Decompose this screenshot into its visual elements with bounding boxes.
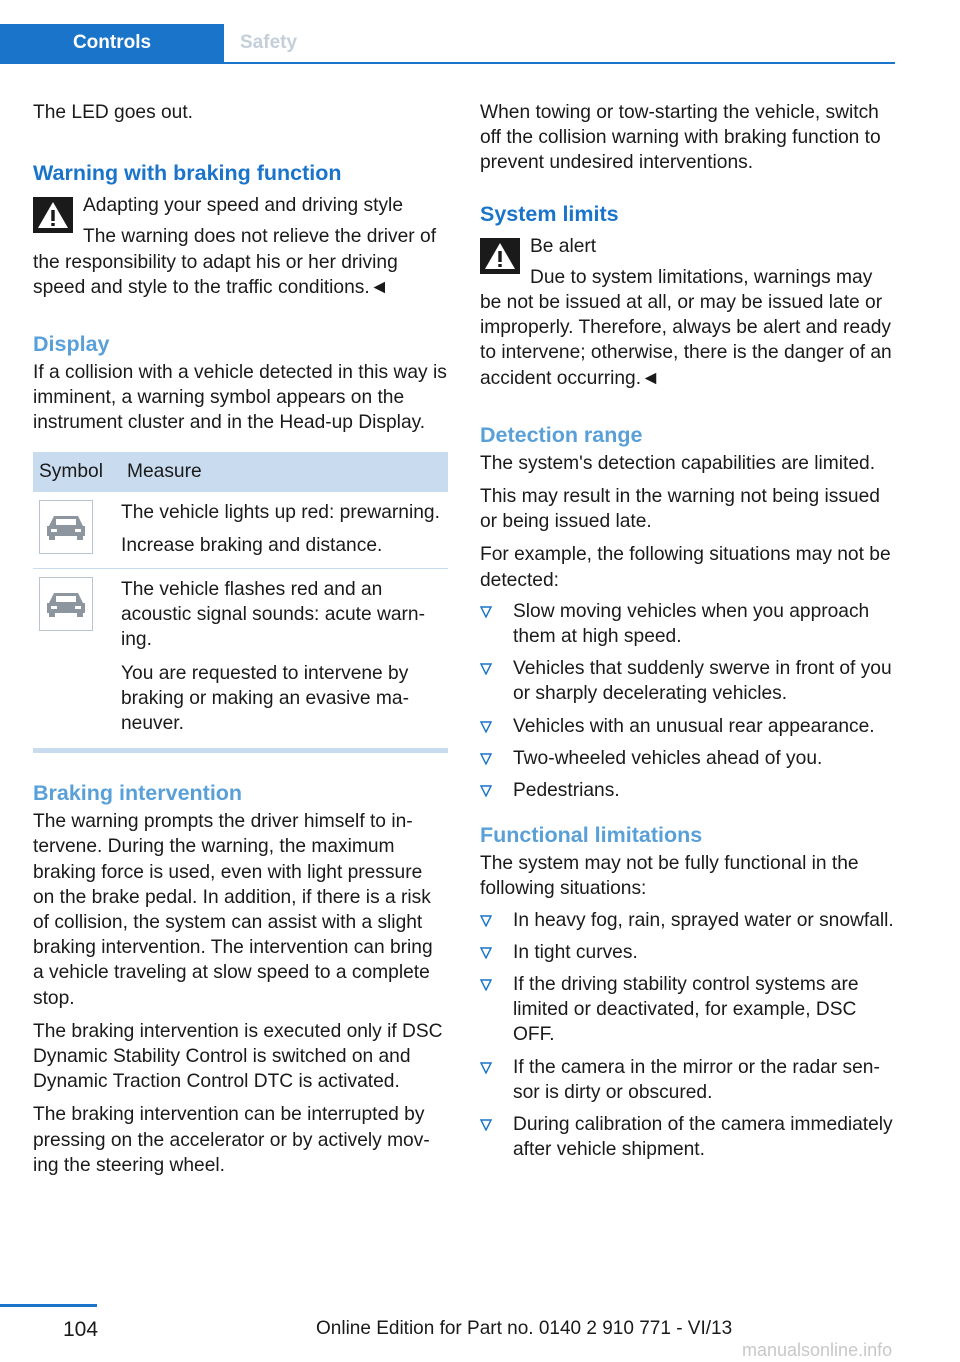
warning-text: The warning does not relieve the driver of the responsibility to adapt his or her driving speed and style to the traffic conditions.◄ <box>33 226 437 298</box>
list-item: If the driving stability control systems are limited or deactivated, for example, DSC OFF. <box>480 972 895 1048</box>
symbol-table <box>33 452 448 747</box>
bullet-triangle-icon <box>480 606 492 618</box>
list-item: In heavy fog, rain, sprayed water or snowfall. <box>480 908 895 933</box>
warning-block <box>33 193 448 300</box>
row2-text: You are requested to intervene by braking or making an evasive maneuver. <box>121 662 409 735</box>
footer-rule <box>0 1304 97 1307</box>
list-item: If the camera in the mirror or the radar sensor is dirty or obscured. <box>480 1055 895 1105</box>
towing-text: When towing or tow-starting the vehicle, switch off the collision warning with braking function to prevent undesired interventions. <box>480 102 881 174</box>
car-icon <box>44 589 88 619</box>
bullet-triangle-icon <box>480 753 492 765</box>
braking-text-2: The braking intervention is executed only if DSC Dynamic Stability Control is switched on and Dynamic Traction Control DTC is activated. <box>33 1020 443 1093</box>
bullet-triangle-icon <box>480 979 492 991</box>
bullet-triangle-icon <box>480 915 492 927</box>
tab-safety[interactable]: Safety <box>240 32 298 53</box>
detection-list <box>480 599 895 803</box>
table-bottom-rule <box>33 748 448 753</box>
alert-title: Be alert <box>530 235 597 257</box>
system-limits-heading: System limits <box>480 201 619 226</box>
table-row <box>33 492 448 569</box>
display-text: If a collision with a vehicle detected in this way is imminent, a warning symbol appears on the instrument cluster and in the Head-up Display. <box>33 362 447 434</box>
detection-text-1: The system's detection capabilities are limited. <box>480 452 876 474</box>
alert-text: Due to system limitations, warnings may be not be issued at all, or may be issued late or improperly. Therefore, always be alert and ready to intervene; otherwise, there is the danger of an accident occurring.◄ <box>480 266 892 389</box>
col-measure-header: Measure <box>121 452 448 492</box>
col-symbol-header: Symbol <box>33 452 121 492</box>
left-column <box>33 100 448 1178</box>
list-item: During calibration of the camera immediately after vehicle shipment. <box>480 1112 895 1162</box>
bullet-triangle-icon <box>480 1119 492 1131</box>
bullet-triangle-icon <box>480 663 492 675</box>
intro-text: The LED goes out. <box>33 102 193 123</box>
bullet-triangle-icon <box>480 721 492 733</box>
list-item: In tight curves. <box>480 940 895 965</box>
list-item: Vehicles that suddenly swerve in front of you or sharply decelerating vehicles. <box>480 656 895 706</box>
functional-text: The system may not be fully functional in the following situations: <box>480 853 859 900</box>
vehicle-red-symbol <box>39 500 93 554</box>
list-item: Vehicles with an unusual rear appearance. <box>480 714 895 739</box>
list-item: Pedestrians. <box>480 778 895 803</box>
row2-text: The vehicle flashes red and an acoustic signal sounds: acute warning. <box>121 579 425 651</box>
detection-text-2: This may result in the warning not being issued or being issued late. <box>480 486 880 533</box>
table-row <box>33 569 448 747</box>
detection-heading: Detection range <box>480 422 643 447</box>
edition-text: Online Edition for Part no. 0140 2 910 771 - VI/13 <box>316 1318 733 1339</box>
bullet-triangle-icon <box>480 1062 492 1074</box>
braking-heading: Braking intervention <box>33 781 243 806</box>
functional-list <box>480 908 895 1163</box>
bullet-triangle-icon <box>480 785 492 797</box>
braking-text-1: The warning prompts the driver himself to intervene. During the warning, the maximum braking force is used, even with light pressure on the brake pedal. In addition, if there is a risk of collision, the system can assist with a slight braking intervention. The intervention can bring a vehicle traveling at slow speed to a complete stop. <box>33 811 433 1009</box>
functional-heading: Functional limitations <box>480 823 703 848</box>
vehicle-flashing-symbol <box>39 577 93 631</box>
car-icon <box>44 512 88 542</box>
row1-text: The vehicle lights up red: prewarning. <box>121 501 440 523</box>
warning-triangle-icon <box>33 197 73 233</box>
bullet-triangle-icon <box>480 947 492 959</box>
list-item: Slow moving vehicles when you approach them at high speed. <box>480 599 895 649</box>
braking-text-3: The braking intervention can be interrupted by pressing on the accelerator or by actively moving the steering wheel. <box>33 1104 430 1176</box>
detection-text-3: For example, the following situations may not be detected: <box>480 544 891 591</box>
warning-heading: Warning with braking function <box>33 161 342 186</box>
watermark: manualsonline.info <box>742 1340 893 1360</box>
page-number: 104 <box>63 1318 99 1341</box>
row1-text: Increase braking and distance. <box>121 534 383 556</box>
right-column <box>480 100 895 1170</box>
warning-triangle-icon <box>480 238 520 274</box>
alert-block <box>480 234 895 391</box>
header-tab-bar <box>0 24 895 64</box>
warning-title: Adapting your speed and driving style <box>83 195 403 217</box>
display-heading: Display <box>33 332 110 357</box>
list-item: Two-wheeled vehicles ahead of you. <box>480 746 895 771</box>
tab-controls[interactable]: Controls <box>0 24 224 62</box>
